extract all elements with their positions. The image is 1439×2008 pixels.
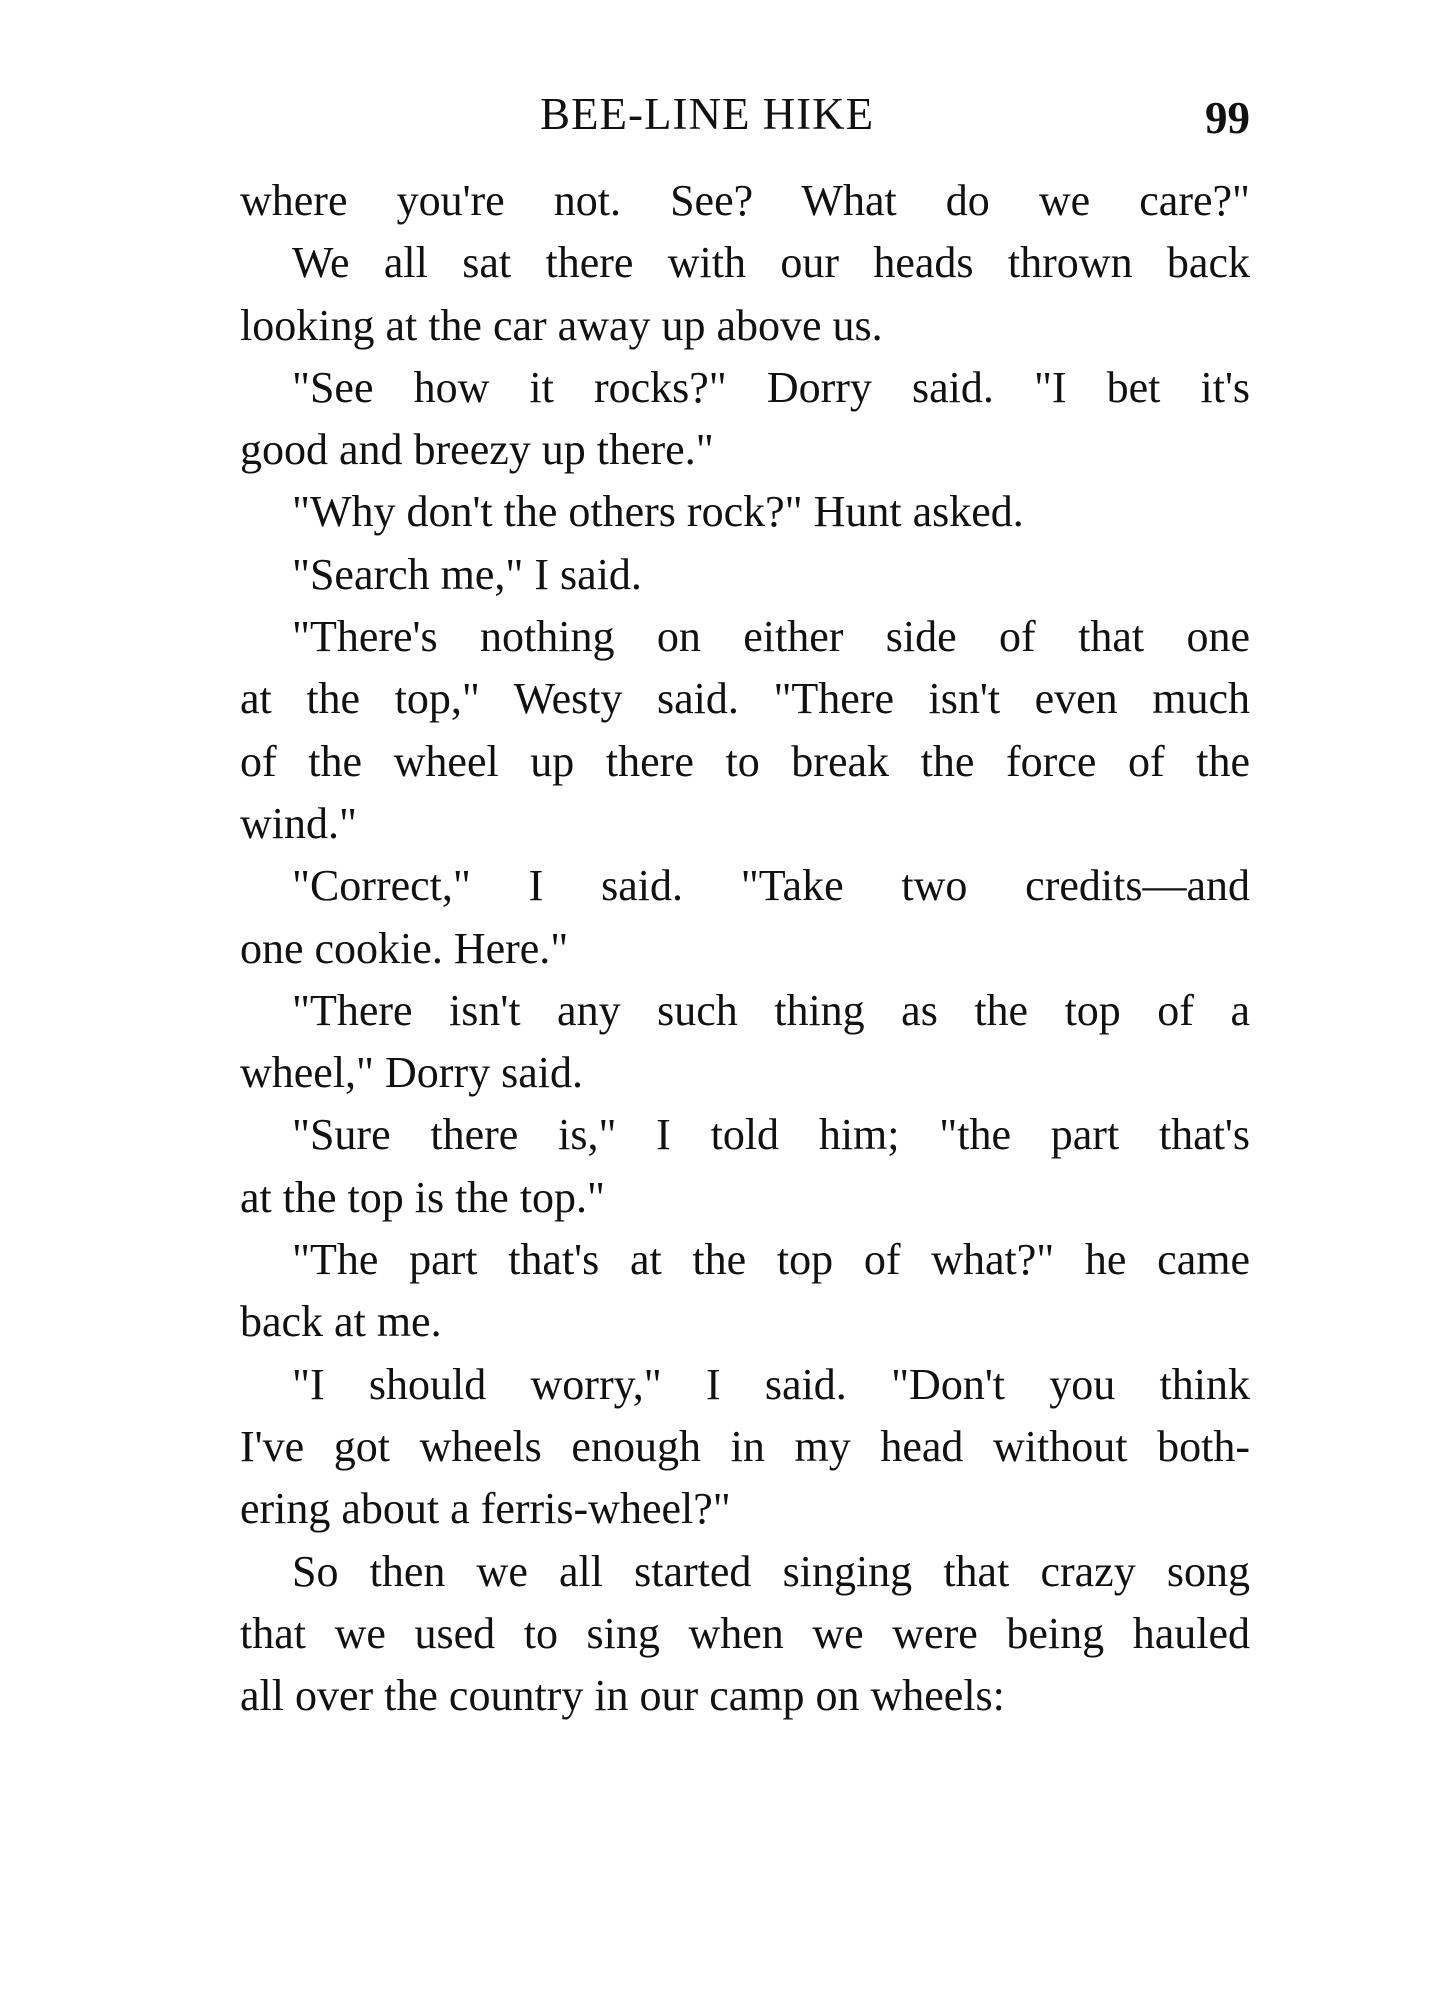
text-line: where you're not. See? What do we care?": [240, 176, 1250, 225]
text-line: looking at the car away up above us.: [240, 300, 883, 350]
text-line: wind.": [240, 798, 357, 848]
running-head: [240, 88, 1250, 148]
running-title: BEE-LINE HIKE: [540, 89, 875, 139]
text-line: all over the country in our camp on wheels:: [240, 1671, 1005, 1721]
text-line: "There isn't any such thing as the top of a: [292, 985, 1250, 1035]
text-line: good and breezy up there.": [240, 425, 714, 475]
text-line: at the top is the top.": [240, 1172, 606, 1222]
text-line: at the top," Westy said. "There isn't even much: [240, 674, 1250, 724]
text-line: one cookie. Here.": [240, 923, 569, 973]
text-line: "The part that's at the top of what?" he came: [292, 1235, 1250, 1285]
text-line: of the wheel up there to break the force of the: [240, 736, 1250, 786]
text-line: "Correct," I said. "Take two credits—and: [292, 861, 1250, 911]
text-line: "I should worry," I said. "Don't you think: [292, 1359, 1250, 1409]
text-line: wheel," Dorry said.: [240, 1048, 583, 1098]
text-line: back at me.: [240, 1297, 442, 1347]
text-line: "Why don't the others rock?" Hunt asked.: [292, 487, 1024, 537]
text-line: "Search me," I said.: [292, 549, 642, 599]
text-line: that we used to sing when we were being hauled: [240, 1608, 1250, 1658]
text-line: So then we all started singing that crazy song: [292, 1546, 1250, 1596]
text-line: "See how it rocks?" Dorry said. "I bet it's: [292, 362, 1250, 412]
text-line: "There's nothing on either side of that one: [292, 612, 1250, 662]
body-text: [240, 170, 1250, 1727]
text-line: "Sure there is," I told him; "the part that's: [292, 1110, 1250, 1160]
text-line: We all sat there with our heads thrown back: [292, 238, 1250, 288]
text-line: I've got wheels enough in my head without both-: [240, 1421, 1250, 1471]
text-line: ering about a ferris-wheel?": [240, 1484, 731, 1534]
page-number: 99: [1205, 93, 1250, 143]
